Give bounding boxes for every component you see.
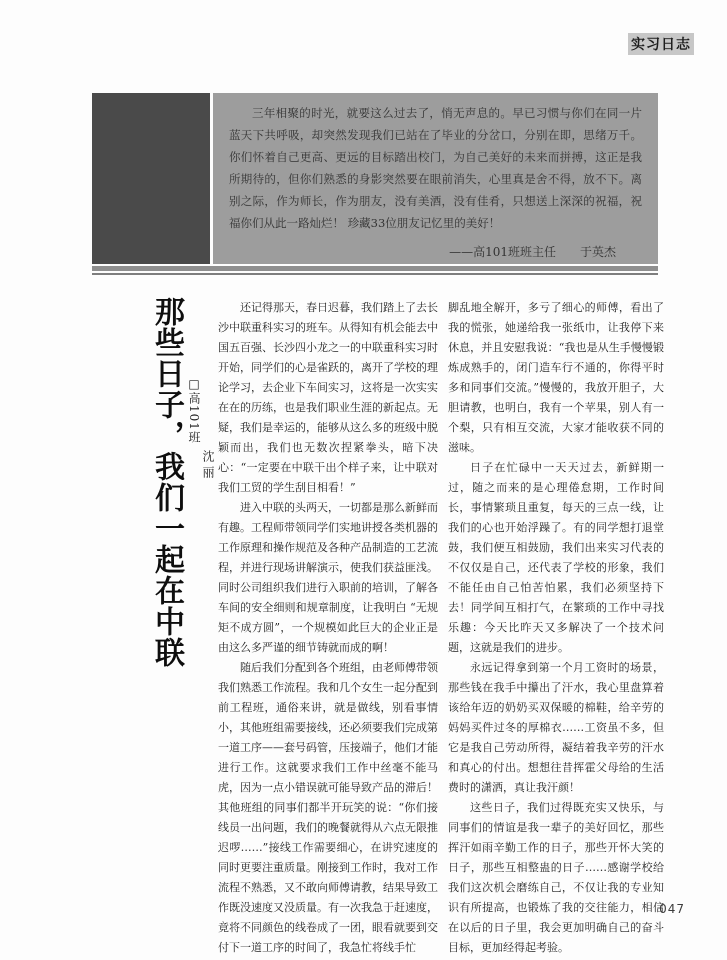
quote-attribution: ——高101班班主任 于英杰 [449,245,616,259]
article-title-vertical: 那些日子，我们一起在中联 [149,296,184,668]
body-paragraph: 随后我们分配到各个班组，由老师傅带领我们熟悉工作流程。我和几个女生一起分配到前工程班，通俗来讲，就是做线，别看事情小，其他班组需要接线，还必须要我们完成第一道工序——套号码管，压接端子，他们才能进行工作。这就要求我们工作中丝毫不能马虎，因为一点小错误就可能导致产品的滞后！其他班组的同事们都半开玩笑的说：“你们接线员一出问题，我们的晚餐就得从六点无限推迟啰……”接线工作需要细心，在讲究速度的同时更要注重质量。刚接到工作时，我对工作流程不熟悉，又不敢向师傅请教，结果导致工作既没速度又没质量。有一次我急于赶速度，竟将不同颜色的线卷成了一团，眼看就要到交付下一道工序的时间了，我急忙将线手忙 [218,661,438,954]
article-column-1 [218,298,438,958]
page-number: 047 [659,902,685,916]
divider-rule-thick [92,266,658,271]
teacher-quote-box [213,93,658,264]
quote-text: 三年相聚的时光，就要这么过去了，悄无声息的。早已习惯与你们在同一片蓝天下共呼吸，却突然发现我们已站在了毕业的分岔口，分别在即，思绪万千。你们怀着自己更高、更远的目标踏出校门，为自己美好的未来而拼搏，这正是我所期待的，但你们熟悉的身影突然要在眼前消失，心里真是舍不得，放不下。离别之际，作为师长，作为朋友，没有美酒，没有佳肴，只想送上深深的祝福，祝福你们从此一路灿烂！ 珍藏33位朋友记忆里的美好！ [229,106,642,230]
body-paragraph: 还记得那天，春日迟暮，我们踏上了去长沙中联重科实习的班车。从得知有机会能去中国五百强、长沙四小龙之一的中联重科实习时开始，同学们的心是雀跃的，离开了学校的理论学习，去企业下车间实习，这将是一次实实在在的历练，也是我们职业生涯的新起点。无疑，我们是幸运的，能够从这么多的班级中脱颖而出，我们也无数次捏紧拳头，暗下决心：“一定要在中联干出个样子来，让中联对我们工贸的学生刮目相看！” [218,301,438,494]
body-paragraph: 这些日子，我们过得既充实又快乐，与同事们的情谊是我一辈子的美好回忆，那些挥汗如雨辛勤工作的日子，那些开怀大笑的日子，那些互相整蛊的日子……感谢学校给我们这次机会磨练自己，不仅让我的专业知识有所提高，也锻炼了我的交往能力，相信在以后的日子里，我会更加明确自己的奋斗目标，更加经得起考验。 [448,801,664,954]
body-paragraph: 进入中联的头两天，一切都是那么新鲜而有趣。工程师带领同学们实地讲授各类机器的工作原理和操作规范及各种产品制造的工艺流程，并进行现场讲解演示，使我们获益匪浅。同时公司组织我们进行入职前的培训，了解各车间的安全细则和规章制度，让我明白 “无规矩不成方圆”，一个规模如此巨大的企业正是由这么多严谨的细节铸就而成的啊！ [218,501,438,654]
body-paragraph: 永远记得拿到第一个月工资时的场景，那些钱在我手中攥出了汗水，我心里盘算着该给年迈的奶奶买双保暖的棉鞋，给辛劳的妈妈买件过冬的厚棉衣……工资虽不多，但它是我自己劳动所得，凝结着我辛劳的汗水和真心的付出。想想往昔挥霍父母给的生活费时的潇洒，真让我汗颜！ [448,661,664,794]
article-column-2 [448,298,664,958]
divider-rule-thin [92,273,658,275]
body-paragraph: 日子在忙碌中一天天过去，新鲜期一过，随之而来的是心理倦怠期，工作时间长，事情繁琐且重复，每天的三点一线，让我们的心也开始浮躁了。有的同学想打退堂鼓，我们便互相鼓励，我们出来实习代表的不仅仅是自己，还代表了学校的形象，我们不能任由自己怕苦怕累，我们必须坚持下去！同学间互相打气，在繁琐的工作中寻找乐趣：今天比昨天又多解决了一个技术问题，这就是我们的进步。 [448,461,664,654]
body-paragraph-continuation: 脚乱地全解开，多亏了细心的师傅，看出了我的慌张，她递给我一张纸巾，让我停下来休息，并且安慰我说：“我也是从生手慢慢锻炼成熟手的，闭门造车行不通的，你得平时多和同事们交流。”慢慢的，我放开胆子，大胆请教，也明白，我有一个苹果，别人有一个梨，只有相互交流，大家才能收获不同的滋味。 [448,301,664,454]
byline-class-label: □高101班 [187,377,201,444]
decorative-dark-block [92,93,210,264]
byline-author-name: 沈丽 [201,450,215,482]
section-header-label: 实习日志 [628,33,694,55]
